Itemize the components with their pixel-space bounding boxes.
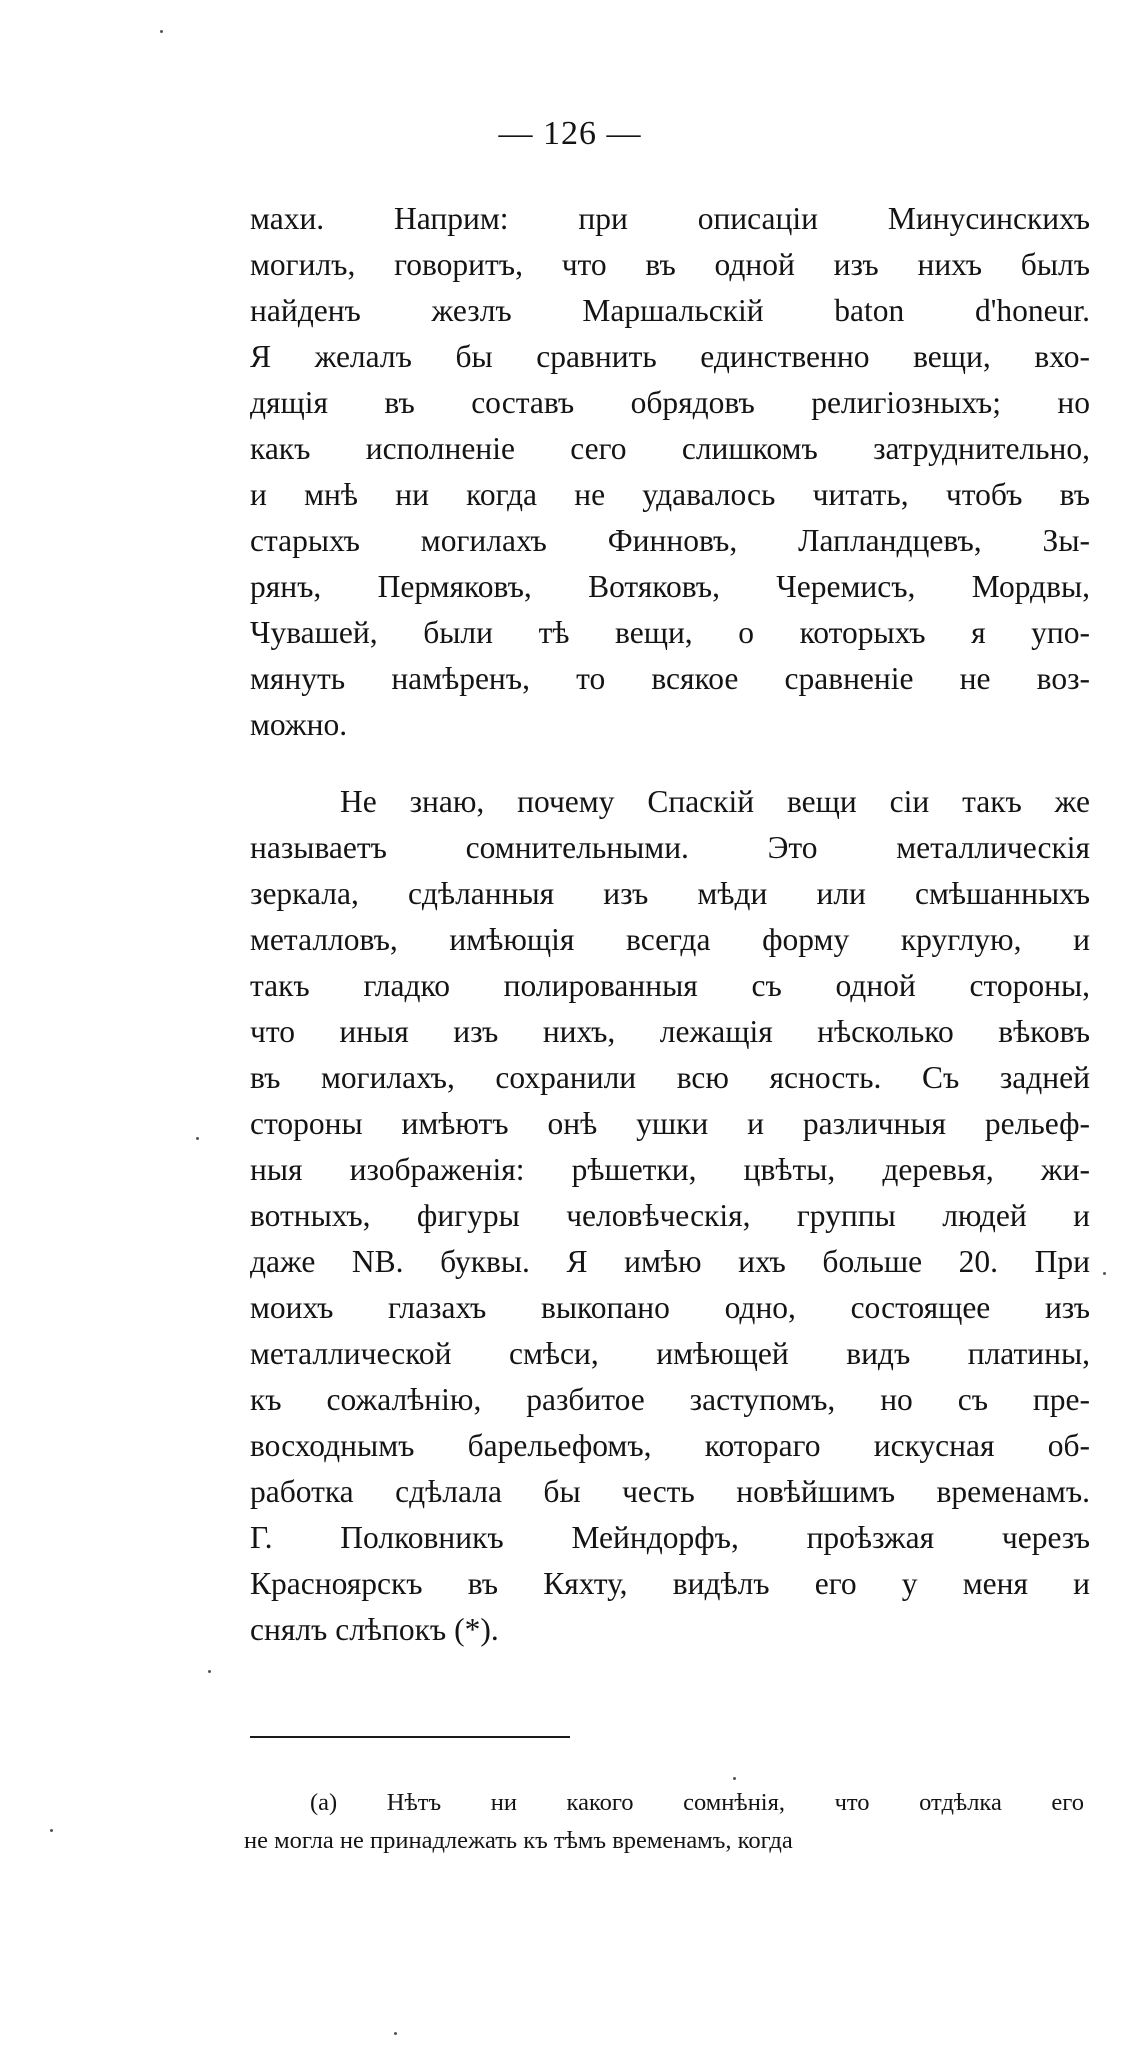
text-line: можно.: [250, 707, 348, 742]
scan-speck: [160, 30, 163, 33]
scan-speck: [733, 1777, 736, 1780]
scan-speck: [196, 1137, 199, 1140]
text-line: зеркала, сдѣланныя изъ мѣди или смѣшанныхъ: [250, 876, 1090, 911]
text-line: найденъ жезлъ Маршальскій baton d'honeur.: [250, 293, 1090, 328]
scan-speck: [1103, 1272, 1106, 1275]
text-line: мянуть намѣренъ, то всякое сравненіе не воз-: [250, 661, 1090, 696]
footnote-line: (а) Нѣтъ ни какого сомнѣнія, что отдѣлка его: [310, 1789, 1084, 1816]
footnote-line: не могла не принадлежать къ тѣмъ временамъ, когда: [244, 1827, 793, 1854]
text-line: могилъ, говоритъ, что въ одной изъ нихъ былъ: [250, 247, 1090, 282]
text-line: дящія въ составъ обрядовъ религіозныхъ; но: [250, 385, 1090, 420]
text-line: Чувашей, были тѣ вещи, о которыхъ я упо-: [250, 615, 1090, 650]
text-line: рянъ, Пермяковъ, Вотяковъ, Черемисъ, Мордвы,: [250, 569, 1090, 604]
text-line: работка сдѣлала бы честь новѣйшимъ временамъ.: [250, 1474, 1090, 1509]
text-line: называетъ сомнительными. Это металлическія: [250, 830, 1090, 865]
text-line: Красноярскъ въ Кяхту, видѣлъ его у меня и: [250, 1566, 1090, 1601]
text-line: Я желалъ бы сравнить единственно вещи, вхо-: [250, 339, 1090, 374]
footnote-divider: [250, 1736, 570, 1738]
text-line: вотныхъ, фигуры человѣческія, группы людей и: [250, 1198, 1090, 1233]
paragraph-1: [250, 196, 1090, 748]
text-line: Г. Полковникъ Мейндорфъ, проѣзжая черезъ: [250, 1520, 1090, 1555]
page-number: — 126 —: [498, 115, 642, 152]
scan-speck: [50, 1829, 53, 1832]
text-line: и мнѣ ни когда не удавалось читать, чтобъ въ: [250, 477, 1090, 512]
text-line: даже NB. буквы. Я имѣю ихъ больше 20. При: [250, 1244, 1090, 1279]
text-line: металловъ, имѣющія всегда форму круглую, и: [250, 922, 1090, 957]
paragraph-2: [250, 779, 1090, 1653]
scan-speck: [394, 2032, 397, 2035]
text-line: Не знаю, почему Спаскій вещи сіи такъ же: [340, 784, 1090, 819]
text-line: старыхъ могилахъ Финновъ, Лапландцевъ, Зы-: [250, 523, 1090, 558]
scan-speck: [208, 1670, 211, 1673]
text-line: какъ исполненіе сего слишкомъ затруднительно,: [250, 431, 1090, 466]
footnote: [244, 1784, 1084, 1860]
text-line: восходнымъ барельефомъ, котораго искусная об-: [250, 1428, 1090, 1463]
text-line: что иныя изъ нихъ, лежащія нѣсколько вѣковъ: [250, 1014, 1090, 1049]
text-line: въ могилахъ, сохранили всю ясность. Съ задней: [250, 1060, 1090, 1095]
text-line: снялъ слѣпокъ (*).: [250, 1612, 499, 1647]
text-line: моихъ глазахъ выкопано одно, состоящее изъ: [250, 1290, 1090, 1325]
text-line: такъ гладко полированныя съ одной стороны,: [250, 968, 1090, 1003]
text-line: ныя изображенія: рѣшетки, цвѣты, деревья, жи-: [250, 1152, 1090, 1187]
text-line: махи. Наприм: при описаціи Минусинскихъ: [250, 201, 1090, 236]
text-line: стороны имѣютъ онѣ ушки и различныя рельеф-: [250, 1106, 1090, 1141]
text-line: къ сожалѣнію, разбитое заступомъ, но съ пре-: [250, 1382, 1090, 1417]
text-line: металлической смѣси, имѣющей видъ платины,: [250, 1336, 1090, 1371]
